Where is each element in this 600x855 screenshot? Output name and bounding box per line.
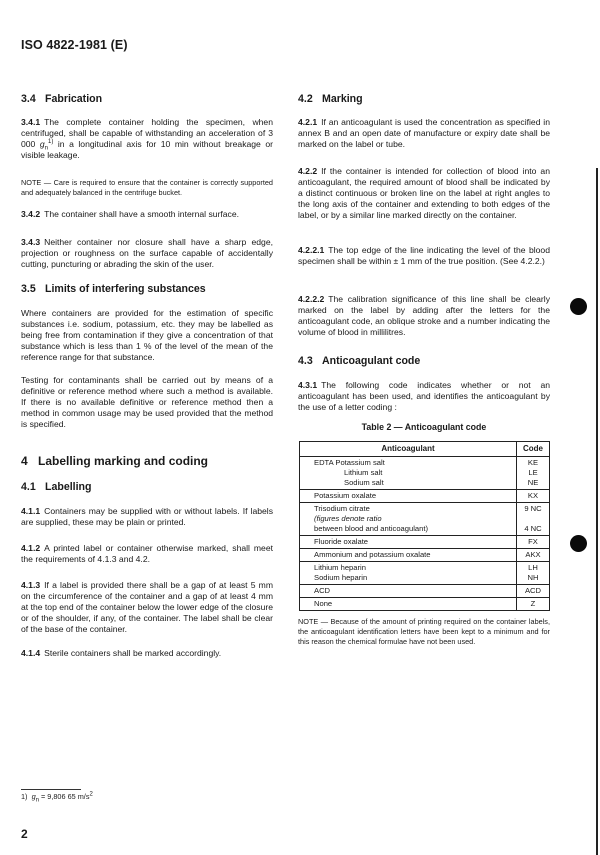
paragraph-3-4-1: 3.4.1 The complete container holding the specimen, when centrifuged, shall be capable of withstanding an acceleration of 3 000 $g_n^{1)}$ in a longitudinal axis for 10 min without breakage or visible leakage. (21, 117, 273, 160)
paragraph-3-4-2: 3.4.2 The container shall have a smooth internal surface. (21, 209, 240, 219)
table-header-row (300, 442, 550, 457)
table-note: NOTE — Because of the amount of printing required on the container labels, the anticoagulant identification letters have been kept to a minimum and for this reason the chemical formulae have not been used. (298, 617, 550, 646)
paragraph-3-5-a: Where containers are provided for the estimation of specific substances i.e. sodium, potassium, etc. they may be labelled as being free from contamination if they give a concentration of that substance which is less than 1 % of the level of the mean of the reference range for that substance. (21, 308, 273, 362)
table-title: Table 2 — Anticoagulant code (361, 422, 487, 432)
punch-hole-icon (570, 535, 587, 552)
table-row: Fluoride oxalate FX (300, 536, 550, 549)
paragraph-4-1-3: 4.1.3 If a label is provided there shall be a gap of at least 5 mm on the circumference of the container and a gap of at least 4 mm at the top end of the container below the lower edge of the closure or of the shoulder, if any, of the container. The label shall be clear of the base of the container. (21, 580, 273, 634)
note-3-4-1: NOTE — Care is required to ensure that the container is correctly supported and adequately balanced in the centrifuge bucket. (21, 178, 273, 197)
paragraph-4-1-2: 4.1.2 A printed label or container otherwise marked, shall meet the requirements of 4.1.3 and 4.2. (21, 543, 273, 564)
right-column (298, 0, 550, 780)
table-row: Trisodium citrate (figures denote ratio between blood and anticoagulant) 9 NC 4 NC (300, 503, 550, 536)
section-4-1-heading: 4.1 Labelling (21, 481, 92, 493)
section-4-2-heading: 4.2 Marking (298, 93, 363, 105)
paragraph-3-5-b: Testing for contaminants shall be carried out by means of a definitive or reference method where such a method is available. If there is no available definitive or reference method then a method in common usage may be used provided that the method is specified. (21, 375, 273, 429)
section-3-5-heading: 3.5 Limits of interfering substances (21, 283, 206, 295)
punch-hole-icon (570, 298, 587, 315)
column-header-code: Code (517, 442, 550, 457)
paragraph-4-2-1: 4.2.1 If an anticoagulant is used the concentration as specified in annex B and an open date of manufacture or expiry date shall be marked on the label or tube. (298, 117, 550, 149)
paragraph-4-3-1: 4.3.1 The following code indicates whether or not an anticoagulant has been used, and identifies the anticoagulant by the use of a letter coding : (298, 380, 550, 412)
table-row: ACD ACD (300, 585, 550, 598)
footnote-rule (21, 789, 81, 790)
table-row: Potassium oxalate KX (300, 490, 550, 503)
paragraph-4-1-4: 4.1.4 Sterile containers shall be marked accordingly. (21, 648, 222, 658)
section-4-heading: 4 Labelling marking and coding (21, 454, 209, 468)
left-column (21, 0, 273, 780)
paragraph-4-2-2-2: 4.2.2.2 The calibration significance of this line shall be clearly marked on the label by adding after the letters for the anticoagulant code, an oblique stroke and a number indicating the volume of blood in millilitres. (298, 294, 550, 337)
table-row: Lithium heparin Sodium heparin LH NH (300, 562, 550, 585)
paragraph-3-4-3: 3.4.3 Neither container nor closure shall have a sharp edge, projection or roughness on the surface capable of accidentally cutting, puncturing or abrading the skin of the user. (21, 237, 273, 269)
table-row: None Z (300, 598, 550, 611)
binding-edge-line (596, 168, 598, 855)
column-header-anticoagulant: Anticoagulant (300, 442, 517, 457)
section-3-4-heading: 3.4 Fabrication (21, 93, 103, 105)
paragraph-4-1-1: 4.1.1 Containers may be supplied with or without labels. If labels are supplied, these may be plain or printed. (21, 506, 273, 527)
section-4-3-heading: 4.3 Anticoagulant code (298, 355, 421, 367)
page-number: 2 (21, 827, 28, 841)
paragraph-4-2-2: 4.2.2 If the container is intended for collection of blood into an anticoagulant, the required amount of blood shall be indicated by a distinct continuous or broken line on the label at right angles to the long axis of the container and extending to both edges of the label, or by a similar line marked directly on the container. (298, 166, 550, 220)
paragraph-4-2-2-1: 4.2.2.1 The top edge of the line indicating the level of the blood specimen shall be within ± 1 mm of the true position. (See 4.2.2.) (298, 245, 550, 266)
footnote: 1) $g_n = 9,806$ 65 $m/s^2$ (21, 791, 93, 804)
table-row: EDTA Potassium salt Lithium salt Sodium salt KE LE NE (300, 457, 550, 490)
table-row: Ammonium and potassium oxalate AKX (300, 549, 550, 562)
document-id: ISO 4822-1981 (E) (21, 38, 128, 52)
anticoagulant-table (299, 441, 550, 611)
